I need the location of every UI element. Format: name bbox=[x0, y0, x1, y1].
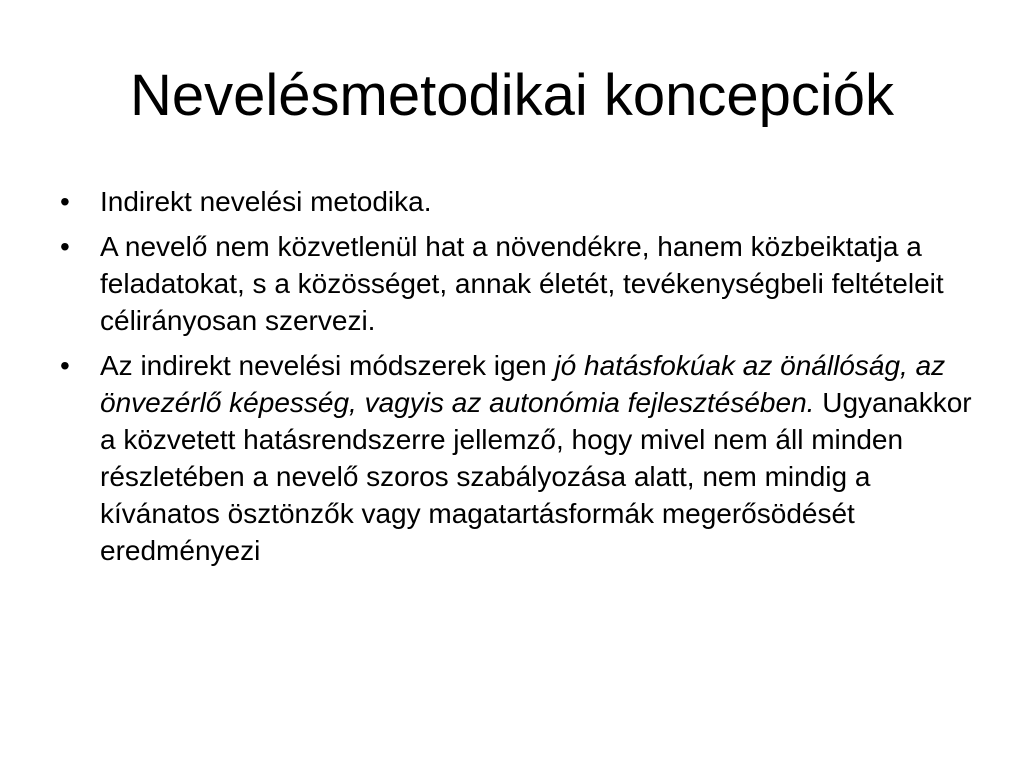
bullet-item bbox=[54, 228, 974, 339]
bullet-dot-icon: • bbox=[60, 350, 70, 381]
bullet-item bbox=[54, 347, 974, 569]
slide-title: Nevelésmetodikai koncepciók bbox=[129, 63, 895, 128]
bullet-text-part: Az indirekt nevelési módszerek igen bbox=[100, 350, 555, 381]
bullet-item bbox=[54, 183, 974, 220]
bullet-text-italic: jó hatásfokúak az önállóság, az önvezérlő képesség, vagyis az autonómia fejlesztésében. bbox=[100, 350, 946, 418]
bullet-dot-icon: • bbox=[60, 231, 70, 262]
bullet-text: Indirekt nevelési metodika. bbox=[100, 186, 432, 217]
bullet-text-part: Ugyanakkor a közvetett hatásrendszerre jellemző, hogy mivel nem áll minden részletében a nevelő szoros szabályozása alatt, nem mindig a kívánatos ösztönzők vagy magatartásformák megerősödését eredményezi bbox=[100, 387, 972, 566]
bullet-text: A nevelő nem közvetlenül hat a növendékre, hanem közbeiktatja a feladatokat, s a közösséget, annak életét, tevékenységbeli feltételeit célirányosan szervezi. bbox=[100, 231, 944, 336]
bullet-text bbox=[100, 350, 972, 566]
bullet-dot-icon: • bbox=[60, 186, 70, 217]
bullet-list bbox=[54, 183, 974, 577]
